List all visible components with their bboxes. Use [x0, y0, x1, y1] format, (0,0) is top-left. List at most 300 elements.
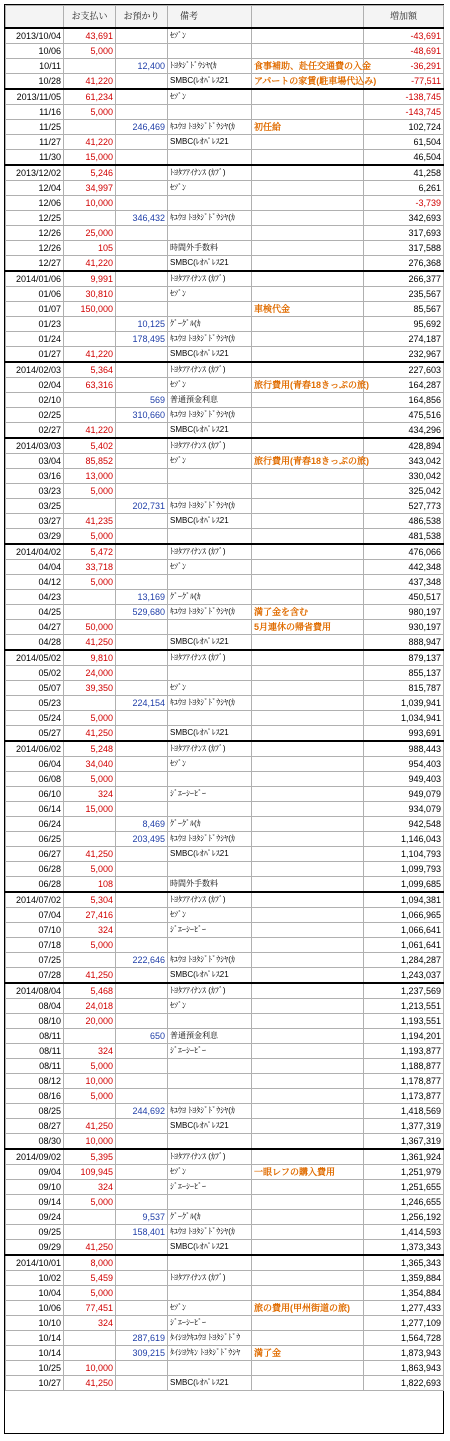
date-cell: 06/24: [6, 816, 64, 831]
balance-cell: 988,443: [364, 741, 444, 757]
table-row: [6, 1239, 444, 1255]
table-row: [6, 286, 444, 301]
date-cell: 08/12: [6, 1073, 64, 1088]
note-cell: [252, 392, 364, 407]
note-cell: [252, 816, 364, 831]
date-cell: 2014/02/03: [6, 362, 64, 378]
memo-cell: ｷﾕｳﾖ ﾄﾖﾀｼﾞﾄﾞｳｼﾔ(ｶ: [168, 604, 252, 619]
table-row: [6, 650, 444, 666]
memo-cell: [168, 937, 252, 952]
balance-cell: -138,745: [364, 89, 444, 105]
table-row: [6, 604, 444, 619]
note-cell: [252, 983, 364, 999]
note-cell: [252, 876, 364, 892]
table-row: [6, 861, 444, 876]
note-cell: [252, 1209, 364, 1224]
table-row: [6, 1315, 444, 1330]
table-row: [6, 574, 444, 589]
deposit-cell: [116, 1179, 168, 1194]
note-cell: [252, 741, 364, 757]
table-row: [6, 195, 444, 210]
payment-cell: 8,000: [64, 1255, 116, 1271]
memo-cell: ｾｿﾞﾝ: [168, 453, 252, 468]
balance-cell: 1,873,943: [364, 1345, 444, 1360]
memo-cell: [168, 528, 252, 544]
table-row: [6, 1179, 444, 1194]
note-cell: [252, 922, 364, 937]
note-cell: 一眼レフの購入費用: [252, 1164, 364, 1179]
deposit-cell: [116, 756, 168, 771]
date-cell: 11/25: [6, 119, 64, 134]
note-cell: [252, 1043, 364, 1058]
deposit-cell: 222,646: [116, 952, 168, 967]
date-cell: 11/16: [6, 104, 64, 119]
memo-cell: [168, 1133, 252, 1149]
memo-cell: ｾｿﾞﾝ: [168, 680, 252, 695]
memo-cell: ﾄﾖﾀﾌｱｲﾅﾝｽ (ｶﾌﾞ): [168, 362, 252, 378]
balance-cell: 266,377: [364, 271, 444, 287]
date-cell: 04/27: [6, 619, 64, 634]
note-cell: [252, 104, 364, 119]
note-cell: [252, 43, 364, 58]
deposit-cell: [116, 1058, 168, 1073]
payment-cell: 43,691: [64, 28, 116, 44]
deposit-cell: [116, 134, 168, 149]
memo-cell: ｸﾞｰｸﾞﾙ(ｶ: [168, 589, 252, 604]
table-row: [6, 1043, 444, 1058]
note-cell: [252, 544, 364, 560]
table-row: [6, 892, 444, 908]
payment-cell: [64, 1345, 116, 1360]
date-cell: 2014/09/02: [6, 1149, 64, 1165]
note-cell: [252, 574, 364, 589]
note-cell: [252, 407, 364, 422]
memo-cell: ﾀｲｼﾖｸｷﾕｳﾖ ﾄﾖﾀｼﾞﾄﾞｳ: [168, 1330, 252, 1345]
note-cell: [252, 240, 364, 255]
ledger-body: [6, 28, 444, 1391]
memo-cell: ｷﾕｳﾖ ﾄﾖﾀｼﾞﾄﾞｳｼﾔ(ｶ: [168, 1103, 252, 1118]
payment-cell: 5,472: [64, 544, 116, 560]
memo-cell: [168, 1255, 252, 1271]
payment-cell: 10,000: [64, 1360, 116, 1375]
memo-cell: [168, 665, 252, 680]
deposit-cell: [116, 513, 168, 528]
date-cell: 01/07: [6, 301, 64, 316]
balance-cell: 274,187: [364, 331, 444, 346]
balance-cell: 1,213,551: [364, 998, 444, 1013]
deposit-cell: [116, 195, 168, 210]
table-row: [6, 316, 444, 331]
memo-cell: [168, 771, 252, 786]
balance-cell: 1,354,884: [364, 1285, 444, 1300]
deposit-cell: 224,154: [116, 695, 168, 710]
balance-cell: -36,291: [364, 58, 444, 73]
deposit-cell: [116, 892, 168, 908]
payment-cell: 5,000: [64, 574, 116, 589]
memo-cell: ｸﾞｰｸﾞﾙ(ｶ: [168, 316, 252, 331]
balance-cell: 434,296: [364, 422, 444, 438]
memo-cell: [168, 43, 252, 58]
memo-cell: ﾄﾖﾀｼﾞﾄﾞｳｼﾔ(ｶ: [168, 58, 252, 73]
note-cell: アパートの家賃(駐車場代込み): [252, 73, 364, 89]
payment-cell: 24,000: [64, 665, 116, 680]
balance-cell: 1,277,433: [364, 1300, 444, 1315]
balance-cell: 317,588: [364, 240, 444, 255]
deposit-cell: [116, 619, 168, 634]
payment-cell: [64, 498, 116, 513]
memo-cell: 普通預金利息: [168, 1028, 252, 1043]
table-row: [6, 619, 444, 634]
payment-cell: 5,000: [64, 1058, 116, 1073]
date-cell: 10/02: [6, 1270, 64, 1285]
memo-cell: ｷﾕｳﾖ ﾄﾖﾀｼﾞﾄﾞｳｼﾔ(ｶ: [168, 695, 252, 710]
table-row: [6, 801, 444, 816]
header-row: [6, 6, 444, 28]
payment-cell: 41,250: [64, 1375, 116, 1390]
payment-cell: 10,000: [64, 1073, 116, 1088]
date-cell: 04/25: [6, 604, 64, 619]
deposit-cell: [116, 1118, 168, 1133]
payment-cell: 9,991: [64, 271, 116, 287]
memo-cell: [168, 801, 252, 816]
balance-cell: 325,042: [364, 483, 444, 498]
payment-cell: [64, 1330, 116, 1345]
deposit-cell: [116, 28, 168, 44]
deposit-cell: [116, 937, 168, 952]
table-row: [6, 1224, 444, 1239]
balance-cell: 815,787: [364, 680, 444, 695]
note-cell: [252, 1058, 364, 1073]
note-cell: [252, 1088, 364, 1103]
balance-cell: 1,277,109: [364, 1315, 444, 1330]
date-cell: 05/27: [6, 725, 64, 741]
deposit-cell: 244,692: [116, 1103, 168, 1118]
table-row: [6, 1118, 444, 1133]
table-row: [6, 1270, 444, 1285]
date-cell: 2013/11/05: [6, 89, 64, 105]
note-cell: [252, 1270, 364, 1285]
balance-cell: 317,693: [364, 225, 444, 240]
date-cell: 04/12: [6, 574, 64, 589]
deposit-cell: [116, 240, 168, 255]
date-cell: 12/04: [6, 180, 64, 195]
balance-cell: 1,284,287: [364, 952, 444, 967]
table-row: [6, 1103, 444, 1118]
balance-cell: 1,377,319: [364, 1118, 444, 1133]
deposit-cell: 246,469: [116, 119, 168, 134]
balance-cell: 475,516: [364, 407, 444, 422]
balance-cell: 1,246,655: [364, 1194, 444, 1209]
date-cell: 10/14: [6, 1345, 64, 1360]
balance-cell: 1,034,941: [364, 710, 444, 725]
note-cell: [252, 362, 364, 378]
balance-cell: 1,359,884: [364, 1270, 444, 1285]
balance-cell: 1,251,979: [364, 1164, 444, 1179]
balance-cell: 85,567: [364, 301, 444, 316]
date-cell: 2013/12/02: [6, 165, 64, 181]
memo-cell: ﾄﾖﾀﾌｱｲﾅﾝｽ (ｶﾌﾞ): [168, 1270, 252, 1285]
date-cell: 03/04: [6, 453, 64, 468]
table-row: [6, 1194, 444, 1209]
note-cell: [252, 710, 364, 725]
deposit-cell: [116, 271, 168, 287]
payment-cell: 5,395: [64, 1149, 116, 1165]
balance-cell: 888,947: [364, 634, 444, 650]
date-cell: 06/10: [6, 786, 64, 801]
table-row: [6, 468, 444, 483]
date-cell: 08/27: [6, 1118, 64, 1133]
payment-cell: 39,350: [64, 680, 116, 695]
table-row: [6, 1073, 444, 1088]
deposit-cell: 202,731: [116, 498, 168, 513]
payment-cell: 13,000: [64, 468, 116, 483]
date-cell: 09/10: [6, 1179, 64, 1194]
table-row: [6, 453, 444, 468]
deposit-cell: 346,432: [116, 210, 168, 225]
payment-cell: [64, 58, 116, 73]
balance-cell: 330,042: [364, 468, 444, 483]
note-cell: [252, 861, 364, 876]
date-cell: 03/23: [6, 483, 64, 498]
memo-cell: ﾄﾖﾀﾌｱｲﾅﾝｽ (ｶﾌﾞ): [168, 1149, 252, 1165]
table-row: [6, 1149, 444, 1165]
balance-cell: 6,261: [364, 180, 444, 195]
balance-cell: 102,724: [364, 119, 444, 134]
memo-cell: ｾｿﾞﾝ: [168, 756, 252, 771]
deposit-cell: 13,169: [116, 589, 168, 604]
date-cell: 2014/10/01: [6, 1255, 64, 1271]
table-row: [6, 1058, 444, 1073]
note-cell: [252, 967, 364, 983]
memo-cell: [168, 1013, 252, 1028]
payment-cell: 5,364: [64, 362, 116, 378]
table-row: [6, 301, 444, 316]
payment-cell: 41,220: [64, 73, 116, 89]
note-cell: [252, 331, 364, 346]
table-row: [6, 1360, 444, 1375]
memo-cell: ｷﾕｳﾖ ﾄﾖﾀｼﾞﾄﾞｳｼﾔ(ｶ: [168, 119, 252, 134]
balance-cell: 1,863,943: [364, 1360, 444, 1375]
balance-cell: -43,691: [364, 28, 444, 44]
note-cell: [252, 1315, 364, 1330]
payment-cell: 61,234: [64, 89, 116, 105]
payment-cell: 41,220: [64, 346, 116, 362]
table-row: [6, 362, 444, 378]
date-cell: 04/28: [6, 634, 64, 650]
table-row: [6, 392, 444, 407]
note-cell: [252, 195, 364, 210]
memo-cell: SMBC(ﾚｵﾊﾟﾚｽ21: [168, 134, 252, 149]
date-cell: 2014/08/04: [6, 983, 64, 999]
balance-cell: 1,256,192: [364, 1209, 444, 1224]
table-row: [6, 255, 444, 271]
balance-cell: 41,258: [364, 165, 444, 181]
note-cell: [252, 1103, 364, 1118]
header-deposit: お預かり: [116, 6, 168, 28]
memo-cell: ｷﾕｳﾖ ﾄﾖﾀｼﾞﾄﾞｳｼﾔ(ｶ: [168, 407, 252, 422]
memo-cell: ｷﾕｳﾖ ﾄﾖﾀｼﾞﾄﾞｳｼﾔ(ｶ: [168, 498, 252, 513]
payment-cell: [64, 119, 116, 134]
balance-cell: -48,691: [364, 43, 444, 58]
memo-cell: SMBC(ﾚｵﾊﾟﾚｽ21: [168, 73, 252, 89]
table-row: [6, 240, 444, 255]
table-row: [6, 695, 444, 710]
balance-cell: 934,079: [364, 801, 444, 816]
memo-cell: SMBC(ﾚｵﾊﾟﾚｽ21: [168, 422, 252, 438]
note-cell: [252, 513, 364, 528]
date-cell: 03/27: [6, 513, 64, 528]
note-cell: [252, 846, 364, 861]
balance-cell: 1,414,593: [364, 1224, 444, 1239]
memo-cell: ｾｿﾞﾝ: [168, 377, 252, 392]
header-date: [6, 6, 64, 28]
payment-cell: 27,416: [64, 907, 116, 922]
payment-cell: 5,468: [64, 983, 116, 999]
balance-cell: 942,548: [364, 816, 444, 831]
payment-cell: 10,000: [64, 1133, 116, 1149]
balance-cell: 1,251,655: [364, 1179, 444, 1194]
balance-cell: -143,745: [364, 104, 444, 119]
date-cell: 10/25: [6, 1360, 64, 1375]
balance-cell: 1,822,693: [364, 1375, 444, 1390]
payment-cell: [64, 316, 116, 331]
note-cell: [252, 316, 364, 331]
header-balance: 増加額: [364, 6, 444, 28]
note-cell: [252, 680, 364, 695]
note-cell: [252, 422, 364, 438]
payment-cell: 41,250: [64, 634, 116, 650]
table-row: [6, 377, 444, 392]
balance-cell: 1,373,343: [364, 1239, 444, 1255]
payment-cell: 5,248: [64, 741, 116, 757]
balance-cell: 164,287: [364, 377, 444, 392]
payment-cell: 324: [64, 922, 116, 937]
note-cell: [252, 438, 364, 454]
deposit-cell: 310,660: [116, 407, 168, 422]
table-row: [6, 149, 444, 165]
memo-cell: SMBC(ﾚｵﾊﾟﾚｽ21: [168, 1239, 252, 1255]
note-cell: 初任給: [252, 119, 364, 134]
balance-cell: 1,104,793: [364, 846, 444, 861]
deposit-cell: [116, 468, 168, 483]
deposit-cell: [116, 1375, 168, 1390]
note-cell: [252, 1013, 364, 1028]
note-cell: [252, 149, 364, 165]
payment-cell: 41,250: [64, 846, 116, 861]
payment-cell: [64, 1209, 116, 1224]
memo-cell: SMBC(ﾚｵﾊﾟﾚｽ21: [168, 846, 252, 861]
table-row: [6, 937, 444, 952]
note-cell: [252, 180, 364, 195]
deposit-cell: 203,495: [116, 831, 168, 846]
table-row: [6, 1300, 444, 1315]
balance-cell: 1,173,877: [364, 1088, 444, 1103]
date-cell: 05/07: [6, 680, 64, 695]
memo-cell: [168, 1058, 252, 1073]
deposit-cell: [116, 650, 168, 666]
date-cell: 06/14: [6, 801, 64, 816]
payment-cell: 15,000: [64, 149, 116, 165]
balance-cell: 527,773: [364, 498, 444, 513]
date-cell: 01/23: [6, 316, 64, 331]
payment-cell: 63,316: [64, 377, 116, 392]
payment-cell: 108: [64, 876, 116, 892]
deposit-cell: [116, 528, 168, 544]
date-cell: 12/25: [6, 210, 64, 225]
balance-cell: 343,042: [364, 453, 444, 468]
date-cell: 09/25: [6, 1224, 64, 1239]
deposit-cell: [116, 861, 168, 876]
table-row: [6, 665, 444, 680]
deposit-cell: [116, 1255, 168, 1271]
deposit-cell: [116, 346, 168, 362]
note-cell: [252, 937, 364, 952]
payment-cell: 5,000: [64, 104, 116, 119]
table-row: [6, 559, 444, 574]
memo-cell: [168, 1360, 252, 1375]
note-cell: 満了金を含む: [252, 604, 364, 619]
note-cell: [252, 134, 364, 149]
balance-cell: 481,538: [364, 528, 444, 544]
memo-cell: [168, 468, 252, 483]
note-cell: [252, 907, 364, 922]
date-cell: 10/06: [6, 43, 64, 58]
payment-cell: 50,000: [64, 619, 116, 634]
date-cell: 2014/06/02: [6, 741, 64, 757]
table-row: [6, 1088, 444, 1103]
table-row: [6, 771, 444, 786]
payment-cell: [64, 331, 116, 346]
date-cell: 10/11: [6, 58, 64, 73]
balance-cell: 164,856: [364, 392, 444, 407]
deposit-cell: [116, 544, 168, 560]
memo-cell: [168, 149, 252, 165]
date-cell: 11/27: [6, 134, 64, 149]
memo-cell: ｾｿﾞﾝ: [168, 180, 252, 195]
memo-cell: SMBC(ﾚｵﾊﾟﾚｽ21: [168, 725, 252, 741]
payment-cell: 9,810: [64, 650, 116, 666]
payment-cell: [64, 392, 116, 407]
table-row: [6, 846, 444, 861]
table-row: [6, 1209, 444, 1224]
balance-cell: 930,197: [364, 619, 444, 634]
table-row: [6, 907, 444, 922]
payment-cell: 5,000: [64, 528, 116, 544]
note-cell: [252, 1239, 364, 1255]
payment-cell: 41,220: [64, 134, 116, 149]
memo-cell: SMBC(ﾚｵﾊﾟﾚｽ21: [168, 634, 252, 650]
header-memo: 備考: [168, 6, 252, 28]
payment-cell: 41,250: [64, 967, 116, 983]
table-row: [6, 544, 444, 560]
table-row: [6, 422, 444, 438]
memo-cell: SMBC(ﾚｵﾊﾟﾚｽ21: [168, 967, 252, 983]
memo-cell: ﾄﾖﾀﾌｱｲﾅﾝｽ (ｶﾌﾞ): [168, 165, 252, 181]
note-cell: [252, 786, 364, 801]
table-row: [6, 710, 444, 725]
date-cell: 09/29: [6, 1239, 64, 1255]
deposit-cell: [116, 483, 168, 498]
payment-cell: 24,018: [64, 998, 116, 1013]
date-cell: 05/02: [6, 665, 64, 680]
date-cell: 2014/03/03: [6, 438, 64, 454]
table-row: [6, 922, 444, 937]
deposit-cell: [116, 73, 168, 89]
memo-cell: ｸﾞｰｸﾞﾙ(ｶ: [168, 1209, 252, 1224]
deposit-cell: [116, 574, 168, 589]
balance-cell: 879,137: [364, 650, 444, 666]
balance-cell: 1,237,569: [364, 983, 444, 999]
